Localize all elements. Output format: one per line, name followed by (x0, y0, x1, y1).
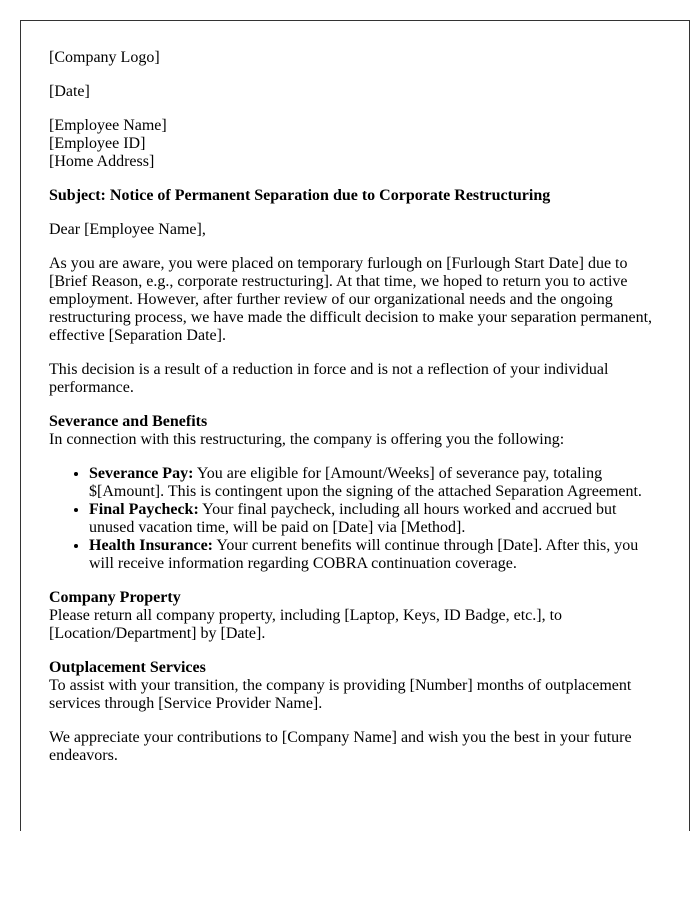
intro-paragraph: As you are aware, you were placed on temporary furlough on [Furlough Start Date] due to [Brief Reason, e.g., corporate restructuring]. At that time, we hoped to return you to active employment. However, after further review of our organizational needs and the ongoing restructuring process, we have made the difficult decision to make your separation permanent, effective [Separation Date]. (49, 255, 653, 344)
list-item-text: Your final paycheck, including all hours worked and accrued but unused vacation time, will be paid on [Date] via [Method]. (89, 501, 617, 536)
closing-paragraph: We appreciate your contributions to [Company Name] and wish you the best in your future endeavors. (49, 729, 632, 764)
list-item-term: Health Insurance: (89, 537, 213, 554)
outplacement-text: To assist with your transition, the company is providing [Number] months of outplacement services through [Service Provider Name]. (49, 677, 632, 712)
company-property-text: Please return all company property, including [Laptop, Keys, ID Badge, etc.], to [Location/Department] by [Date]. (49, 607, 563, 642)
outplacement-section (49, 659, 661, 713)
recipient-address: [Home Address] (49, 153, 155, 170)
decision-paragraph: This decision is a result of a reduction in force and is not a reflection of your individual performance. (49, 361, 609, 396)
recipient-name: [Employee Name] (49, 117, 167, 134)
list-item-severance-pay (89, 465, 661, 501)
severance-heading: Severance and Benefits (49, 413, 208, 430)
company-property-heading: Company Property (49, 589, 181, 606)
subject-line: Subject: Notice of Permanent Separation due to Corporate Restructuring (49, 187, 551, 204)
severance-intro: In connection with this restructuring, the company is offering you the following: (49, 431, 565, 448)
list-item-text: You are eligible for [Amount/Weeks] of severance pay, totaling $[Amount]. This is contingent upon the signing of the attached Separation Agreement. (89, 465, 642, 500)
severance-section (49, 413, 661, 573)
company-logo-placeholder: [Company Logo] (49, 49, 160, 66)
letter-date: [Date] (49, 83, 90, 100)
recipient-id: [Employee ID] (49, 135, 146, 152)
company-property-section (49, 589, 661, 643)
recipient-block (49, 117, 661, 171)
list-item-term: Severance Pay: (89, 465, 194, 482)
list-item-health-insurance (89, 537, 661, 573)
letter-page (20, 20, 690, 831)
list-item-final-paycheck (89, 501, 661, 537)
severance-list (49, 465, 661, 573)
list-item-term: Final Paycheck: (89, 501, 199, 518)
outplacement-heading: Outplacement Services (49, 659, 206, 676)
salutation: Dear [Employee Name], (49, 221, 206, 238)
list-item-text: Your current benefits will continue through [Date]. After this, you will receive information regarding COBRA continuation coverage. (89, 537, 639, 572)
